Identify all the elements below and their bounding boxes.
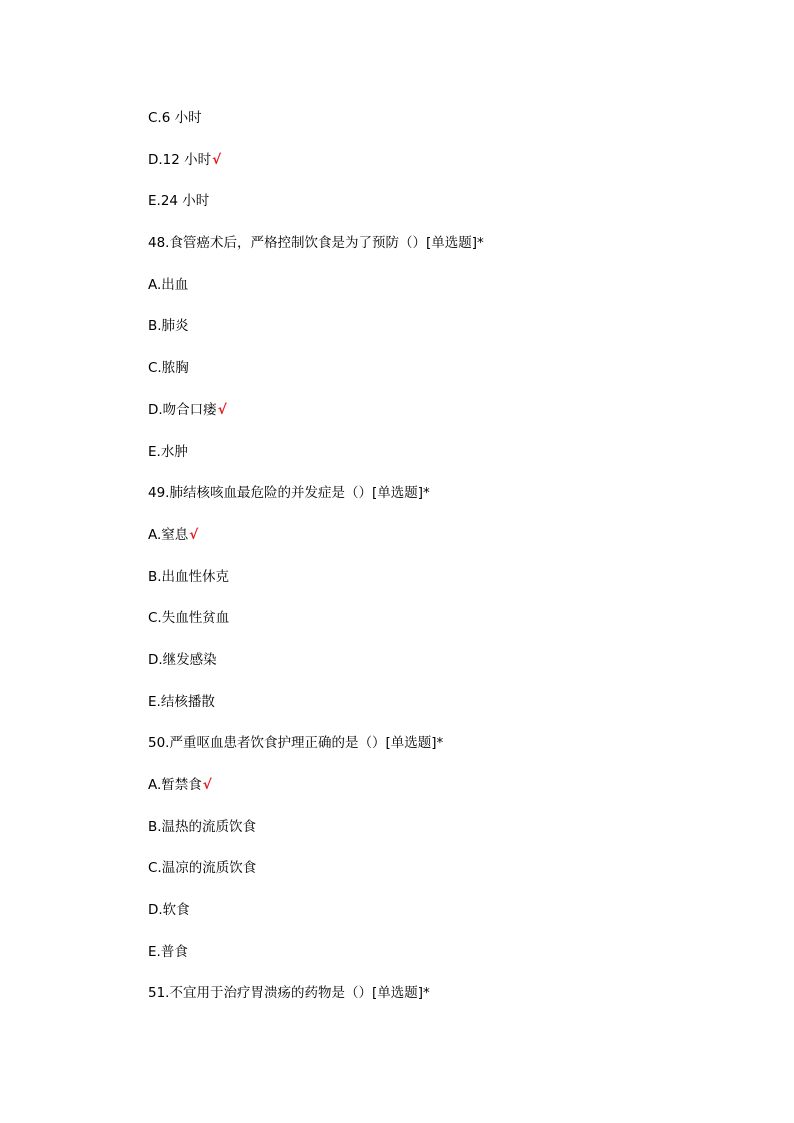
option-b bbox=[148, 315, 748, 357]
question-text: 50.严重呕血患者饮食护理正确的是（）[单选题]* bbox=[148, 735, 444, 752]
option-e bbox=[148, 941, 748, 983]
line-text: B.肺炎 bbox=[148, 318, 189, 335]
correct-check-icon: √ bbox=[217, 401, 227, 418]
line-text: D.软食 bbox=[148, 902, 190, 919]
line-text: A.暂禁食 bbox=[148, 777, 202, 793]
line-text: C.6 小时 bbox=[148, 110, 202, 126]
question-list bbox=[148, 107, 748, 1024]
correct-check-icon: √ bbox=[212, 151, 222, 168]
line-text: D.12 小时 bbox=[148, 151, 212, 168]
option-b bbox=[148, 816, 748, 858]
line-text: E.水肿 bbox=[148, 443, 188, 460]
line-text: A.出血 bbox=[148, 276, 189, 293]
option-d bbox=[148, 149, 748, 191]
correct-check-icon: √ bbox=[189, 526, 199, 543]
option-d bbox=[148, 399, 748, 441]
line-text: D.继发感染 bbox=[148, 651, 217, 668]
line-text: C.失血性贫血 bbox=[148, 610, 230, 627]
option-b bbox=[148, 566, 748, 608]
option-c bbox=[148, 357, 748, 399]
line-text: C.温凉的流质饮食 bbox=[148, 860, 257, 877]
option-c bbox=[148, 107, 748, 149]
question-48 bbox=[148, 232, 748, 274]
line-text: B.出血性休克 bbox=[148, 568, 230, 585]
line-text: E.24 小时 bbox=[148, 193, 210, 210]
line-text: A.窒息 bbox=[148, 526, 189, 543]
question-49 bbox=[148, 482, 748, 524]
question-51 bbox=[148, 982, 748, 1024]
question-text: 48.食管癌术后，严格控制饮食是为了预防（）[单选题]* bbox=[148, 235, 484, 252]
line-text: B.温热的流质饮食 bbox=[148, 818, 257, 835]
line-text: C.脓胸 bbox=[148, 360, 189, 377]
option-c bbox=[148, 607, 748, 649]
line-text: E.普食 bbox=[148, 943, 188, 960]
line-text: E.结核播散 bbox=[148, 693, 215, 710]
option-d bbox=[148, 649, 748, 691]
question-text: 51.不宜用于治疗胃溃疡的药物是（）[单选题]* bbox=[148, 985, 430, 1002]
option-d bbox=[148, 899, 748, 941]
option-a bbox=[148, 774, 748, 816]
question-50 bbox=[148, 732, 748, 774]
line-text: D.吻合口瘘 bbox=[148, 401, 217, 418]
option-c bbox=[148, 857, 748, 899]
correct-check-icon: √ bbox=[202, 777, 212, 793]
option-e bbox=[148, 190, 748, 232]
option-a bbox=[148, 274, 748, 316]
option-e bbox=[148, 441, 748, 483]
option-e bbox=[148, 691, 748, 733]
question-text: 49.肺结核咳血最危险的并发症是（）[单选题]* bbox=[148, 485, 430, 502]
option-a bbox=[148, 524, 748, 566]
